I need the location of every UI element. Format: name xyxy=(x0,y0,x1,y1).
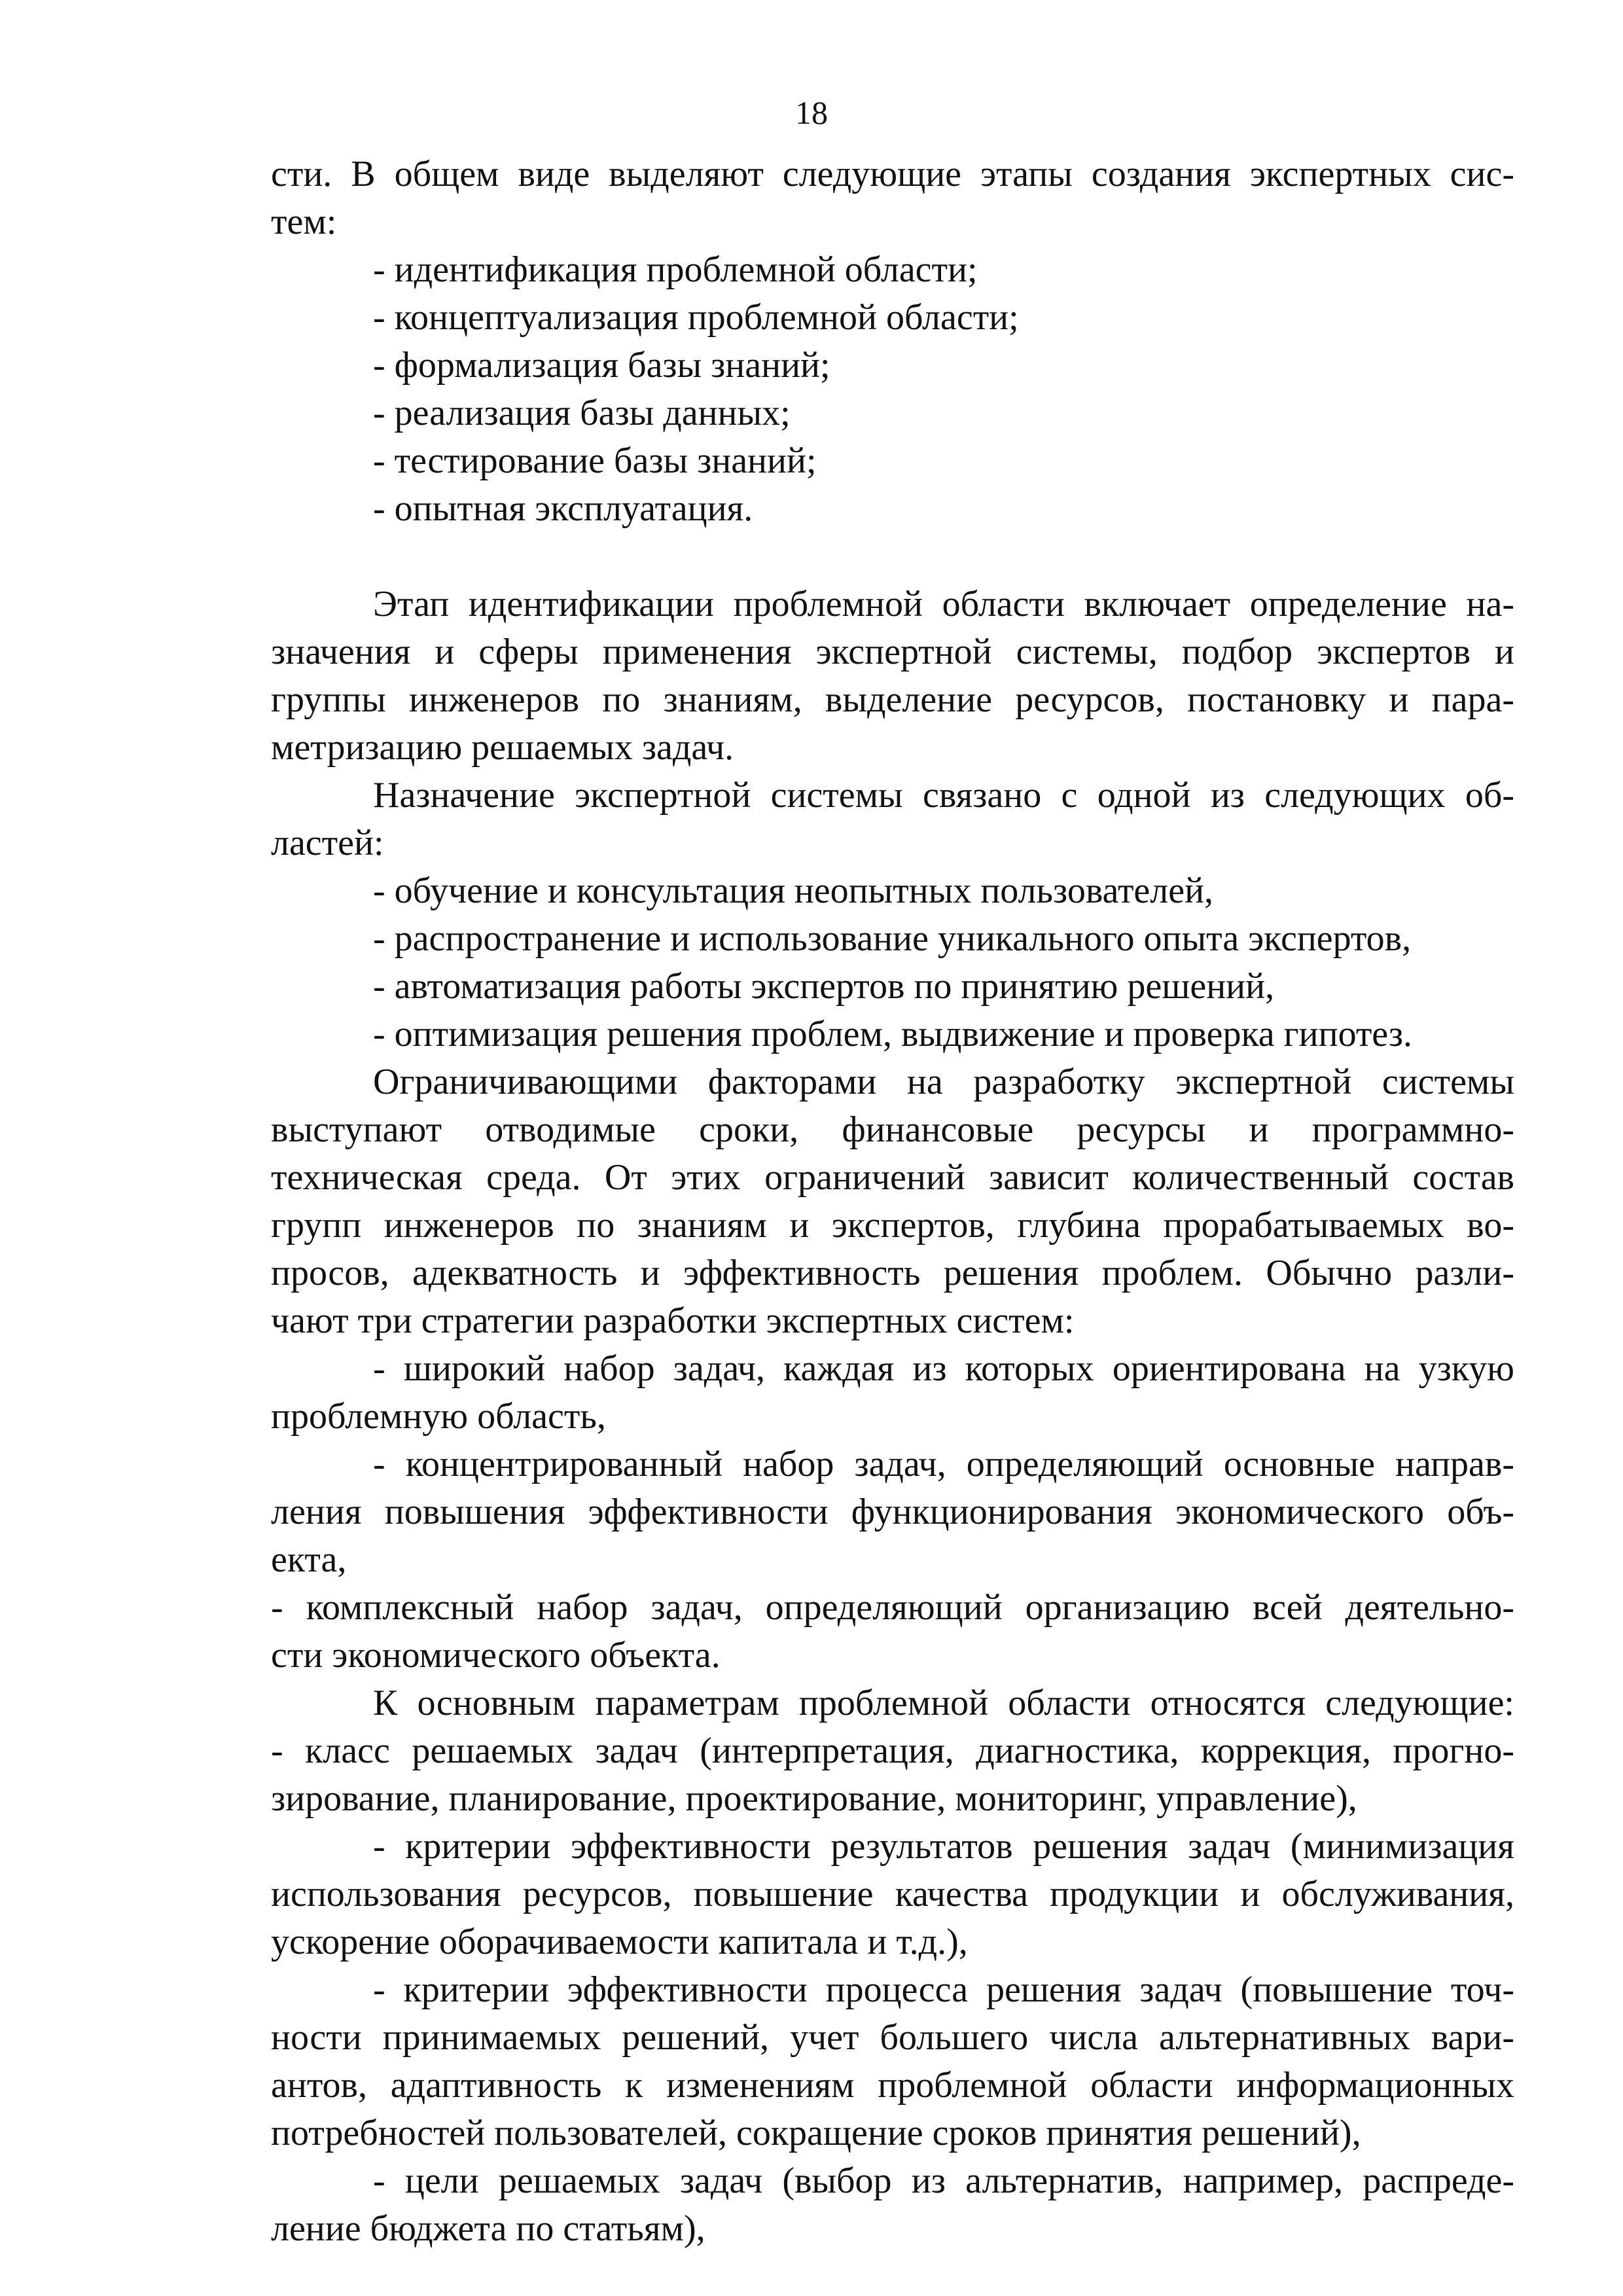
text-line: группы инженеров по знаниям, выделение ресурсов, постановку и пара- xyxy=(271,679,1514,720)
list-item: - опытная эксплуатация. xyxy=(373,488,753,529)
text-line: проблемную область, xyxy=(271,1396,606,1437)
list-item: - идентификация проблемной области; xyxy=(373,249,978,290)
text-line: сти экономического объекта. xyxy=(271,1635,721,1676)
text-line: ления повышения эффективности функционирования экономического объ- xyxy=(271,1492,1514,1532)
text-line: выступают отводимые сроки, финансовые ресурсы и программно- xyxy=(271,1109,1514,1150)
text-line: сти. В общем виде выделяют следующие этапы создания экспертных сис- xyxy=(271,154,1514,194)
list-item: - обучение и консультация неопытных пользователей, xyxy=(373,870,1214,911)
list-item: - комплексный набор задач, определяющий организацию всей деятельно- xyxy=(271,1587,1514,1628)
text-line: Этап идентификации проблемной области включает определение на- xyxy=(373,584,1514,624)
text-line: ности принимаемых решений, учет большего числа альтернативных вари- xyxy=(271,2017,1514,2058)
text-line: просов, адекватность и эффективность решения проблем. Обычно разли- xyxy=(271,1253,1514,1293)
text-line: ускорение оборачиваемости капитала и т.д.), xyxy=(271,1922,968,1962)
list-item: - цели решаемых задач (выбор из альтернатив, например, распреде- xyxy=(373,2161,1514,2201)
text-line: К основным параметрам проблемной области относятся следующие: xyxy=(373,1683,1514,1723)
text-line: техническая среда. От этих ограничений зависит количественный состав xyxy=(271,1157,1514,1198)
text-line: екта, xyxy=(271,1539,347,1580)
list-item: - распространение и использование уникального опыта экспертов, xyxy=(373,918,1412,959)
list-item: - автоматизация работы экспертов по принятию решений, xyxy=(373,966,1275,1007)
paragraph-gap xyxy=(271,533,1514,581)
text-line: Назначение экспертной системы связано с одной из следующих об- xyxy=(373,775,1514,816)
list-item: - широкий набор задач, каждая из которых ориентирована на узкую xyxy=(373,1348,1514,1389)
text-line: групп инженеров по знаниям и экспертов, глубина прорабатываемых во- xyxy=(271,1205,1514,1246)
body-text xyxy=(271,151,1514,2253)
list-item: - реализация базы данных; xyxy=(373,393,791,433)
text-line: тем: xyxy=(271,202,337,242)
list-item: - формализация базы знаний; xyxy=(373,345,830,386)
text-line: использования ресурсов, повышение качества продукции и обслуживания, xyxy=(271,1874,1514,1914)
list-item: - концентрированный набор задач, определяющий основные направ- xyxy=(373,1444,1514,1484)
text-line: значения и сферы применения экспертной системы, подбор экспертов и xyxy=(271,632,1514,672)
list-item: - критерии эффективности процесса решения задач (повышение точ- xyxy=(373,1969,1514,2010)
text-line: ление бюджета по статьям), xyxy=(271,2208,705,2249)
text-line: зирование, планирование, проектирование, мониторинг, управление), xyxy=(271,1778,1357,1819)
text-line: Ограничивающими факторами на разработку экспертной системы xyxy=(373,1062,1514,1102)
text-line: антов, адаптивность к изменениям проблемной области информационных xyxy=(271,2065,1514,2106)
list-item: - тестирование базы знаний; xyxy=(373,440,817,481)
page-number: 18 xyxy=(795,94,828,131)
list-item: - оптимизация решения проблем, выдвижение и проверка гипотез. xyxy=(373,1014,1412,1054)
list-item: - класс решаемых задач (интерпретация, диагностика, коррекция, прогно- xyxy=(271,1731,1514,1771)
text-line: чают три стратегии разработки экспертных систем: xyxy=(271,1300,1075,1341)
list-item: - критерии эффективности результатов решения задач (минимизация xyxy=(373,1826,1514,1867)
text-line: потребностей пользователей, сокращение сроков принятия решений), xyxy=(271,2113,1361,2153)
list-item: - концептуализация проблемной области; xyxy=(373,297,1019,338)
text-line: метризацию решаемых задач. xyxy=(271,727,734,768)
text-line: ластей: xyxy=(271,823,384,863)
